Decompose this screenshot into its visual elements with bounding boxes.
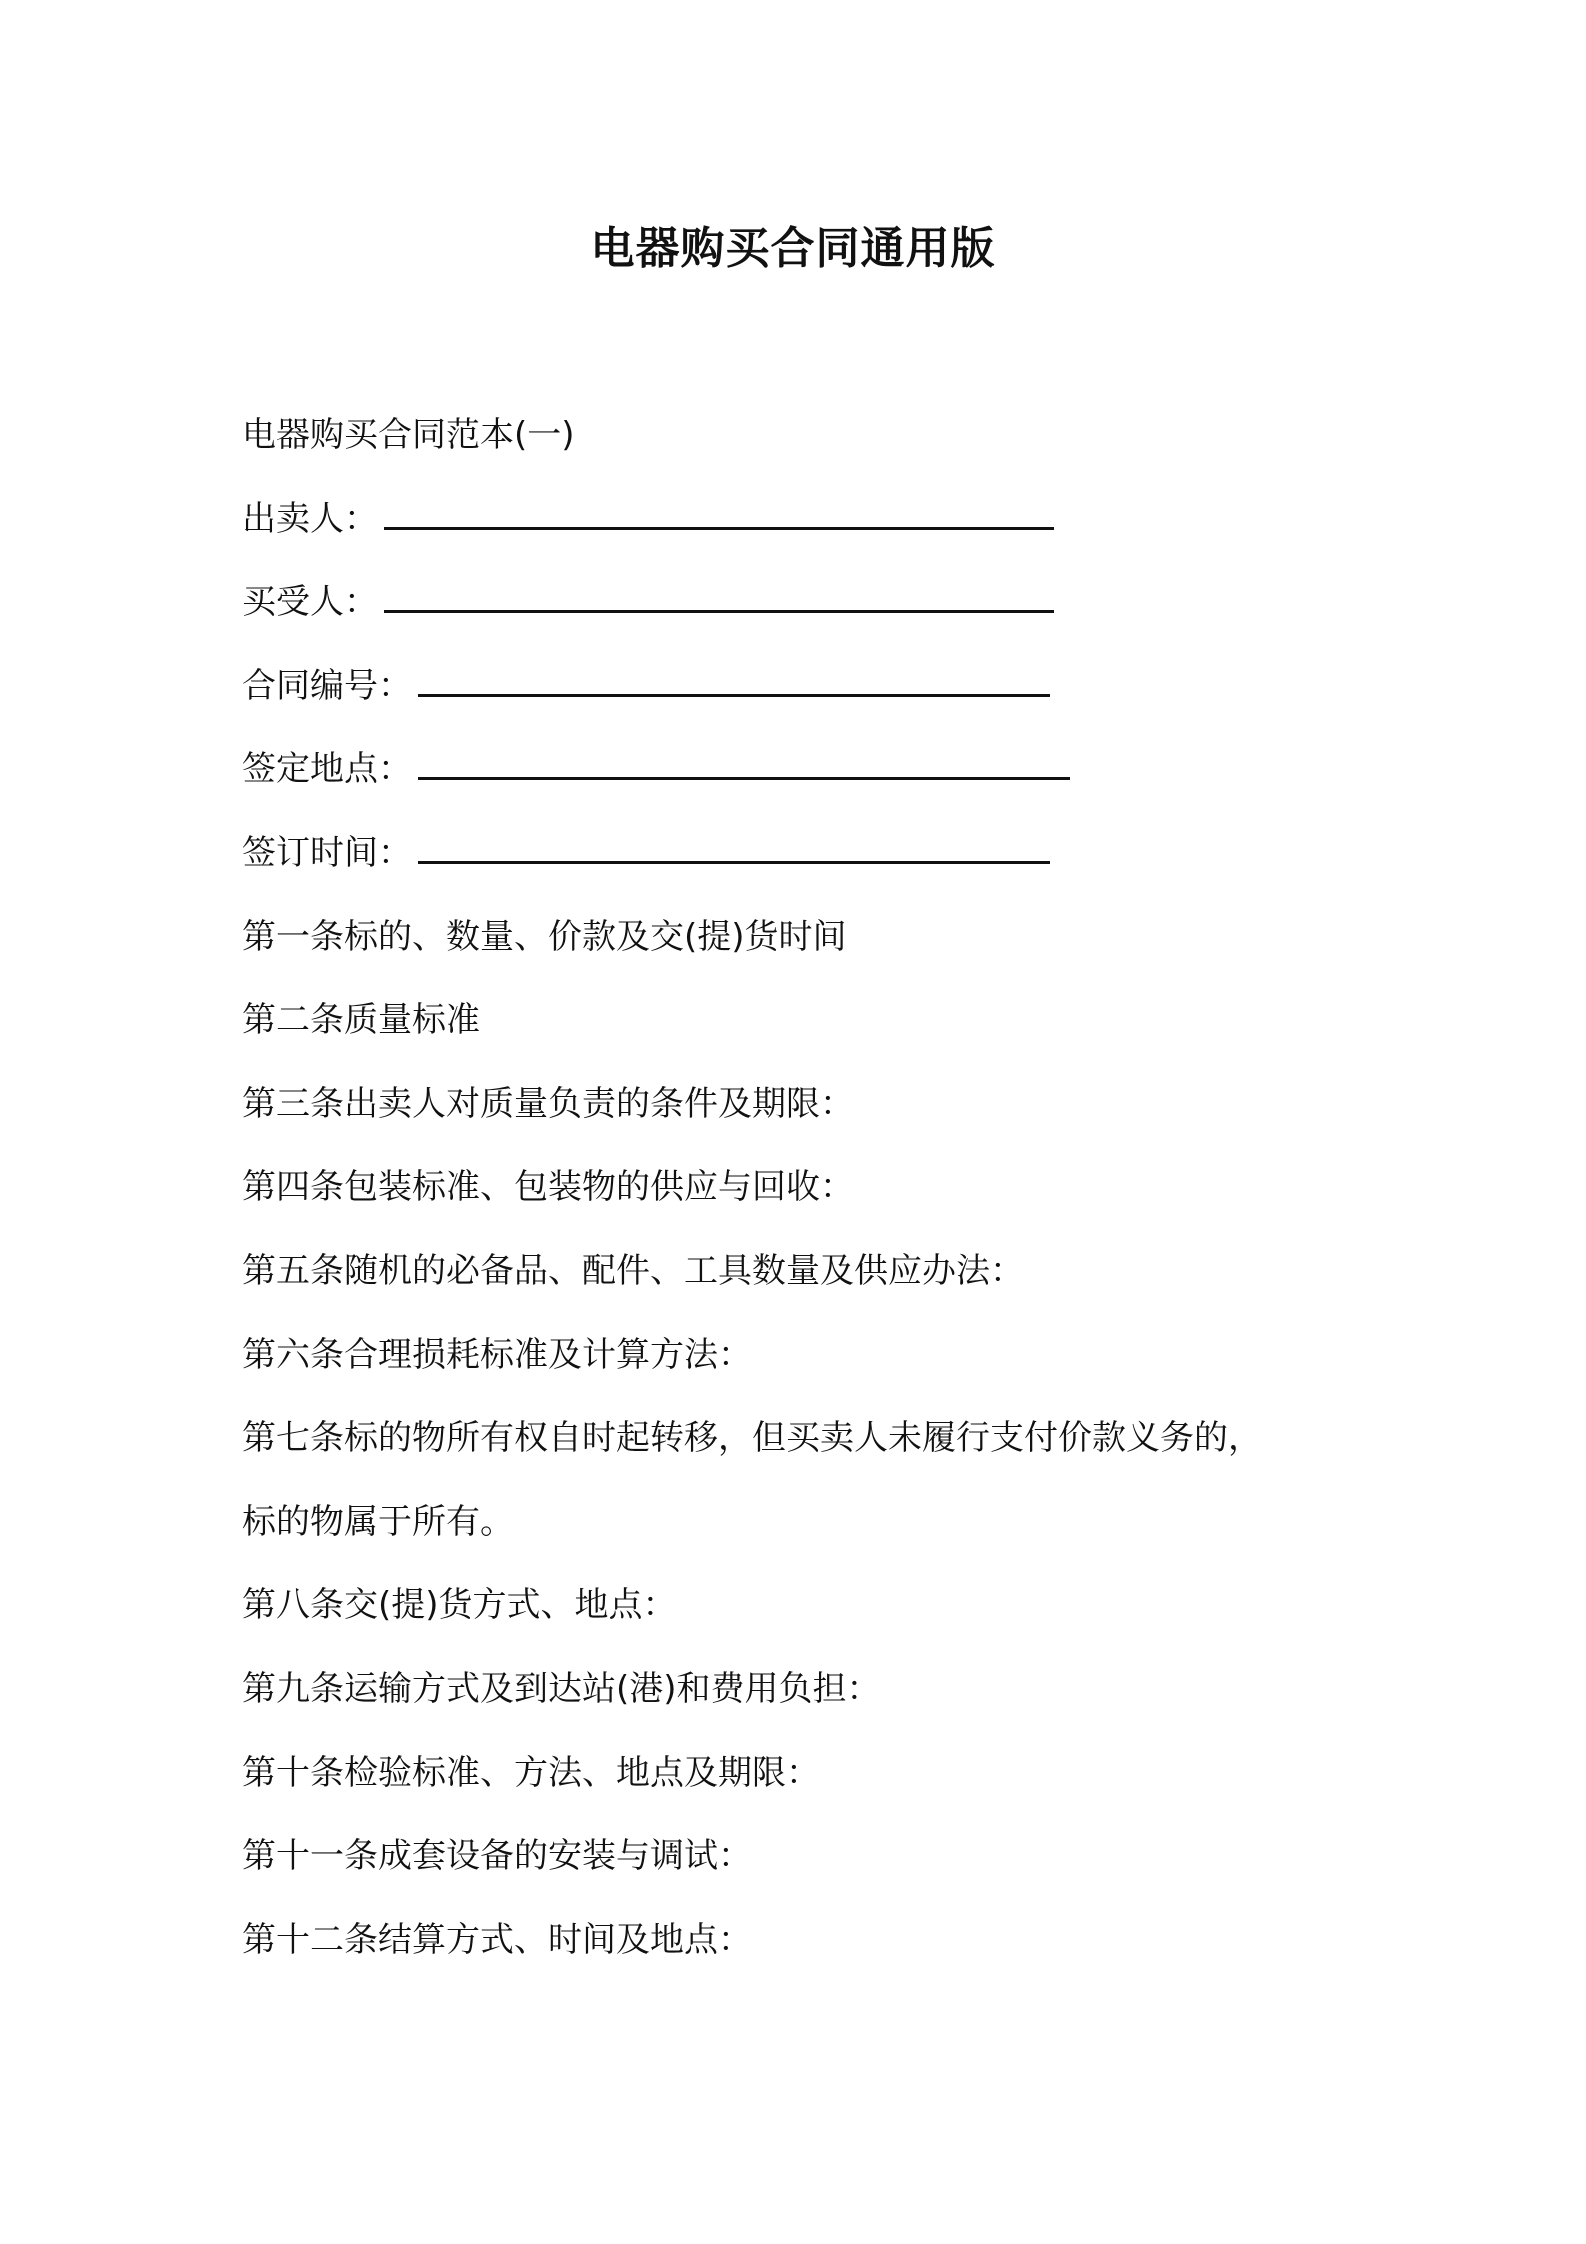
buyer-label: 买受人： [242,582,378,623]
clause-3: 第三条出卖人对质量负责的条件及期限： [242,1083,854,1124]
contract-number-label: 合同编号： [242,665,412,706]
signing-place-label: 签定地点： [242,749,412,790]
document-body [242,408,1372,1996]
buyer-field [242,575,1372,659]
seller-blank [384,497,1054,530]
document-title: 电器购买合同通用版 [590,223,996,274]
seller-label: 出卖人： [242,498,378,539]
clause-5: 第五条随机的必备品、配件、工具数量及供应办法： [242,1250,1024,1291]
signing-time-label: 签订时间： [242,832,412,873]
buyer-blank [384,580,1054,613]
signing-place-blank [418,747,1070,780]
seller-field [242,492,1372,576]
clause-9: 第九条运输方式及到达站(港)和费用负担： [242,1668,881,1709]
clause-4: 第四条包装标准、包装物的供应与回收： [242,1167,854,1208]
contract-number-blank [418,664,1050,697]
contract-number-field [242,659,1372,743]
signing-time-blank [418,831,1050,864]
clause-8: 第八条交(提)货方式、地点： [242,1585,677,1626]
subtitle: 电器购买合同范本(一) [242,415,575,455]
clause-1: 第一条标的、数量、价款及交(提)货时间 [242,916,847,957]
clause-10: 第十条检验标准、方法、地点及期限： [242,1752,820,1793]
clause-11: 第十一条成套设备的安装与调试： [242,1836,752,1877]
clause-7: 第七条标的物所有权自时起转移，但买卖人未履行支付价款义务的， [242,1418,1262,1459]
clause-12: 第十二条结算方式、时间及地点： [242,1919,752,1960]
signing-time-field [242,826,1372,910]
signing-place-field [242,742,1372,826]
clause-6: 第六条合理损耗标准及计算方法： [242,1334,752,1375]
clause-2: 第二条质量标准 [242,1000,480,1041]
clause-7-continued: 标的物属于所有。 [242,1501,514,1542]
